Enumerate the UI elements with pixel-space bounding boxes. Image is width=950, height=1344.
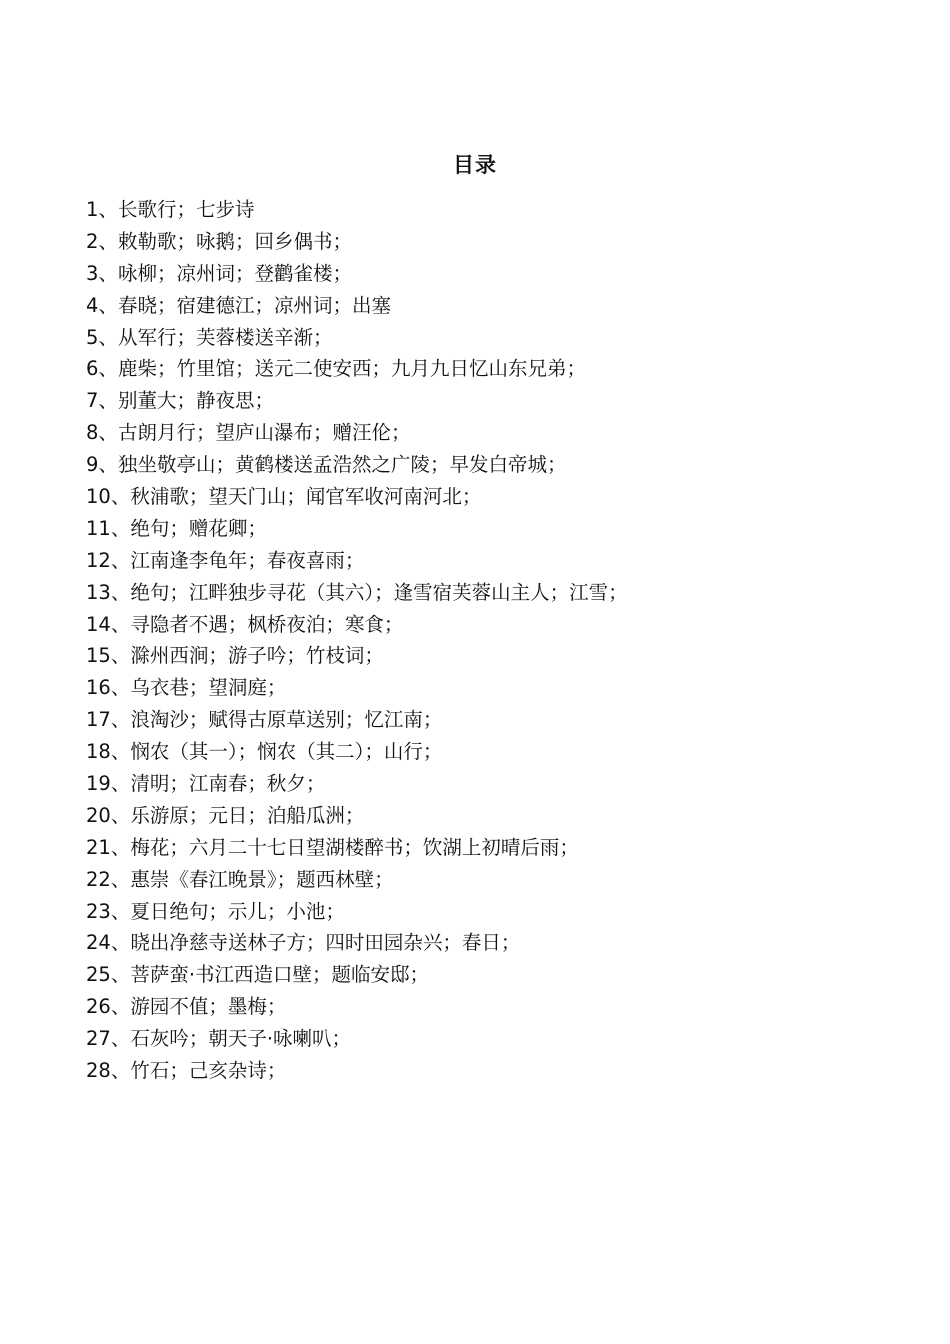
- toc-entry-number: 21: [86, 835, 111, 859]
- toc-entry-number: 23: [86, 899, 111, 923]
- toc-entry: [86, 513, 906, 545]
- toc-entry: [86, 640, 906, 672]
- toc-entry: [86, 704, 906, 736]
- toc-entry: [86, 353, 906, 385]
- toc-entry-separator: 、: [110, 516, 131, 540]
- toc-entry-number: 14: [86, 612, 111, 636]
- toc-entry-number: 17: [86, 708, 111, 732]
- toc-entry-number: 26: [86, 995, 111, 1019]
- toc-entry-number: 22: [86, 867, 111, 891]
- toc-entry-separator: 、: [110, 548, 131, 572]
- toc-entry: [86, 927, 906, 959]
- toc-entry: [86, 991, 906, 1023]
- toc-entry-number: 16: [86, 676, 111, 700]
- toc-entry-number: 11: [86, 516, 111, 540]
- toc-entry-text: 菩萨蛮·书江西造口壁；题临安邸；: [130, 963, 430, 987]
- toc-entry-text: 梅花；六月二十七日望湖楼醉书；饮湖上初晴后雨；: [130, 835, 579, 859]
- toc-entry-separator: 、: [110, 995, 131, 1019]
- toc-entry-text: 惠崇《春江晚景》；题西林壁；: [130, 867, 394, 891]
- toc-entry-separator: 、: [98, 389, 118, 413]
- toc-entry-text: 江南逢李龟年；春夜喜雨；: [130, 548, 365, 572]
- toc-entry: [86, 449, 906, 481]
- toc-entry-separator: 、: [110, 772, 131, 796]
- toc-entry-text: 竹石；己亥杂诗；: [130, 1059, 287, 1083]
- toc-entry-separator: 、: [110, 612, 131, 636]
- toc-entry-text: 晓出净慈寺送林子方；四时田园杂兴；春日；: [130, 931, 521, 955]
- toc-entry-text: 从军行；芙蓉楼送辛渐；: [117, 325, 333, 349]
- page-title: 目录: [453, 153, 497, 177]
- toc-entry-number: 7: [86, 389, 99, 413]
- toc-entry-separator: 、: [110, 963, 131, 987]
- toc-entry: [86, 481, 906, 513]
- toc-entry: [86, 545, 906, 577]
- toc-entry-number: 8: [86, 421, 99, 445]
- toc-entry-number: 19: [86, 772, 111, 796]
- toc-entry-separator: 、: [110, 580, 131, 604]
- toc-entry: [86, 577, 906, 609]
- toc-entry-number: 25: [86, 963, 111, 987]
- toc-entry: [86, 672, 906, 704]
- toc-entry-separator: 、: [110, 485, 131, 509]
- toc-entry-text: 鹿柴；竹里馆；送元二使安西；九月九日忆山东兄弟；: [117, 357, 586, 381]
- toc-entry-separator: 、: [110, 708, 131, 732]
- toc-entry-separator: 、: [110, 740, 131, 764]
- toc-entry: [86, 194, 906, 226]
- toc-entry: [86, 768, 906, 800]
- toc-entry: [86, 736, 906, 768]
- toc-entry-text: 别董大；静夜思；: [117, 389, 274, 413]
- toc-entry: [86, 959, 906, 991]
- toc-entry-separator: 、: [98, 325, 118, 349]
- toc-entry-text: 游园不值；墨梅；: [130, 995, 287, 1019]
- toc-entry-separator: 、: [110, 676, 131, 700]
- toc-entry: [86, 417, 906, 449]
- toc-entry-number: 20: [86, 803, 111, 827]
- toc-entry-separator: 、: [98, 421, 118, 445]
- toc-entry-text: 秋浦歌；望天门山；闻官军收河南河北；: [130, 485, 482, 509]
- toc-entry-number: 3: [86, 261, 99, 285]
- toc-entry-separator: 、: [98, 357, 118, 381]
- toc-entry-text: 春晓；宿建德江；凉州词；出塞: [117, 293, 391, 317]
- toc-entry-number: 1: [86, 198, 99, 221]
- toc-entry: [86, 322, 906, 354]
- toc-entry-number: 28: [86, 1059, 111, 1083]
- toc-entry-text: 寻隐者不遇；枫桥夜泊；寒食；: [130, 612, 404, 636]
- toc-entry: [86, 832, 906, 864]
- toc-entry-text: 乐游原；元日；泊船瓜洲；: [130, 803, 365, 827]
- toc-entry-separator: 、: [110, 867, 131, 891]
- toc-entry-text: 绝句；江畔独步寻花（其六）；逢雪宿芙蓉山主人；江雪；: [130, 580, 628, 604]
- toc-entry-number: 5: [86, 325, 99, 349]
- toc-entry: [86, 1023, 906, 1055]
- toc-entry-number: 6: [86, 357, 99, 381]
- toc-entry-text: 滁州西涧；游子吟；竹枝词；: [130, 644, 384, 668]
- toc-entry-separator: 、: [110, 931, 131, 955]
- toc-entry: [86, 385, 906, 417]
- toc-entry-separator: 、: [98, 293, 118, 317]
- toc-entry-number: 9: [86, 453, 99, 477]
- toc-entry-text: 乌衣巷；望洞庭；: [130, 676, 287, 700]
- toc-entry-separator: 、: [110, 835, 131, 859]
- toc-entry-separator: 、: [98, 453, 118, 477]
- toc-entry-separator: 、: [110, 1027, 131, 1051]
- toc-entry-text: 敕勒歌；咏鹅；回乡偶书；: [117, 229, 352, 253]
- toc-entry-separator: 、: [98, 229, 118, 253]
- toc-entry: [86, 258, 906, 290]
- toc-entry-text: 绝句；赠花卿；: [130, 516, 267, 540]
- toc-entry-text: 悯农（其一）；悯农（其二）；山行；: [130, 740, 443, 764]
- toc-entry: [86, 1055, 906, 1087]
- toc-entry-number: 12: [86, 548, 111, 572]
- table-of-contents: [86, 194, 906, 1087]
- toc-entry: [86, 226, 906, 258]
- toc-entry-text: 清明；江南春；秋夕；: [130, 772, 326, 796]
- toc-entry-text: 石灰吟；朝天子·咏喇叭；: [130, 1027, 352, 1051]
- toc-entry: [86, 290, 906, 322]
- toc-entry: [86, 864, 906, 896]
- toc-entry-separator: 、: [110, 1059, 131, 1083]
- toc-entry-text: 咏柳；凉州词；登鹳雀楼；: [117, 261, 352, 285]
- toc-entry-number: 10: [86, 485, 111, 509]
- toc-entry-text: 古朗月行；望庐山瀑布；赠汪伦；: [117, 421, 411, 445]
- toc-entry-text: 独坐敬亭山；黄鹤楼送孟浩然之广陵；早发白帝城；: [117, 453, 567, 477]
- toc-entry-text: 长歌行；七步诗: [117, 198, 255, 221]
- toc-entry-number: 2: [86, 229, 99, 253]
- toc-entry-number: 27: [86, 1027, 111, 1051]
- toc-entry-separator: 、: [110, 899, 131, 923]
- toc-entry-separator: 、: [98, 261, 118, 285]
- toc-entry-number: 18: [86, 740, 111, 764]
- toc-entry-separator: 、: [98, 198, 118, 221]
- toc-entry-text: 浪淘沙；赋得古原草送别；忆江南；: [130, 708, 443, 732]
- toc-entry-number: 24: [86, 931, 111, 955]
- toc-entry-number: 15: [86, 644, 111, 668]
- toc-entry: [86, 800, 906, 832]
- toc-entry: [86, 896, 906, 928]
- toc-entry-separator: 、: [110, 644, 131, 668]
- toc-entry-separator: 、: [110, 803, 131, 827]
- toc-entry: [86, 609, 906, 641]
- toc-entry-number: 4: [86, 293, 99, 317]
- toc-entry-number: 13: [86, 580, 111, 604]
- toc-entry-text: 夏日绝句；示儿；小池；: [130, 899, 345, 923]
